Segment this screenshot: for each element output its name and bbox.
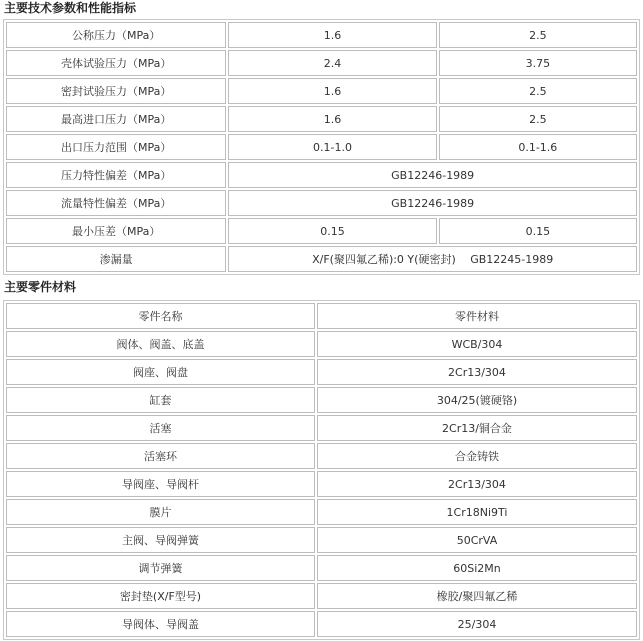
table-row: [6, 50, 637, 76]
part-name: 调节弹簧: [6, 555, 315, 581]
part-material: 2Cr13/铜合金: [317, 415, 637, 441]
part-material: 60Si2Mn: [317, 555, 637, 581]
spec-value-1: 1.6: [228, 78, 436, 104]
table-row: [6, 527, 637, 553]
table-header-row: [6, 303, 637, 329]
materials-section-title: 主要零件材料: [4, 280, 77, 294]
spec-label: 压力特性偏差（MPa）: [6, 162, 226, 188]
table-row: [6, 246, 637, 272]
specs-table: [3, 19, 640, 275]
table-row: [6, 106, 637, 132]
spec-merged-value: GB12246-1989: [228, 162, 637, 188]
part-name: 阀座、阀盘: [6, 359, 315, 385]
table-row: [6, 555, 637, 581]
column-header-material: 零件材料: [317, 303, 637, 329]
part-name: 活塞环: [6, 443, 315, 469]
spec-value-2: 0.1-1.6: [439, 134, 637, 160]
table-row: [6, 78, 637, 104]
part-name: 导阀座、导阀杆: [6, 471, 315, 497]
part-name: 活塞: [6, 415, 315, 441]
spec-label: 流量特性偏差（MPa）: [6, 190, 226, 216]
table-row: [6, 190, 637, 216]
spec-value-2: 0.15: [439, 218, 637, 244]
part-name: 阀体、阀盖、底盖: [6, 331, 315, 357]
spec-merged-value: GB12246-1989: [228, 190, 637, 216]
part-material: WCB/304: [317, 331, 637, 357]
part-material: 25/304: [317, 611, 637, 637]
part-material: 合金铸铁: [317, 443, 637, 469]
part-name: 导阀体、导阀盖: [6, 611, 315, 637]
materials-table: [3, 300, 640, 640]
spec-value-1: 1.6: [228, 22, 436, 48]
table-row: [6, 611, 637, 637]
table-row: [6, 162, 637, 188]
spec-value-2: 2.5: [439, 22, 637, 48]
part-name: 密封垫(X/F型号): [6, 583, 315, 609]
spec-value-2: 3.75: [439, 50, 637, 76]
spec-value-2: 2.5: [439, 78, 637, 104]
spec-label: 渗漏量: [6, 246, 226, 272]
spec-label: 最高进口压力（MPa）: [6, 106, 226, 132]
table-row: [6, 415, 637, 441]
part-name: 主阀、导阀弹簧: [6, 527, 315, 553]
table-row: [6, 471, 637, 497]
spec-label: 公称压力（MPa）: [6, 22, 226, 48]
table-row: [6, 22, 637, 48]
spec-value-1: 2.4: [228, 50, 436, 76]
table-row: [6, 499, 637, 525]
part-material: 橡胶/聚四氟乙稀: [317, 583, 637, 609]
part-material: 1Cr18Ni9Ti: [317, 499, 637, 525]
table-row: [6, 331, 637, 357]
table-row: [6, 387, 637, 413]
part-material: 50CrVA: [317, 527, 637, 553]
part-material: 2Cr13/304: [317, 359, 637, 385]
spec-value-1: 0.15: [228, 218, 436, 244]
spec-value-1: 1.6: [228, 106, 436, 132]
spec-label: 最小压差（MPa）: [6, 218, 226, 244]
spec-label: 密封试验压力（MPa）: [6, 78, 226, 104]
spec-value-2: 2.5: [439, 106, 637, 132]
spec-label: 壳体试验压力（MPa）: [6, 50, 226, 76]
part-name: 缸套: [6, 387, 315, 413]
spec-value-1: 0.1-1.0: [228, 134, 436, 160]
part-material: 2Cr13/304: [317, 471, 637, 497]
part-material: 304/25(镀硬铬): [317, 387, 637, 413]
table-row: [6, 134, 637, 160]
column-header-part: 零件名称: [6, 303, 315, 329]
table-row: [6, 583, 637, 609]
part-name: 膜片: [6, 499, 315, 525]
spec-label: 出口压力范围（MPa）: [6, 134, 226, 160]
specs-section-title: 主要技术参数和性能指标: [4, 1, 137, 15]
spec-merged-value: X/F(聚四氟乙稀):0 Y(硬密封) GB12245-1989: [228, 246, 637, 272]
table-row: [6, 443, 637, 469]
table-row: [6, 218, 637, 244]
table-row: [6, 359, 637, 385]
